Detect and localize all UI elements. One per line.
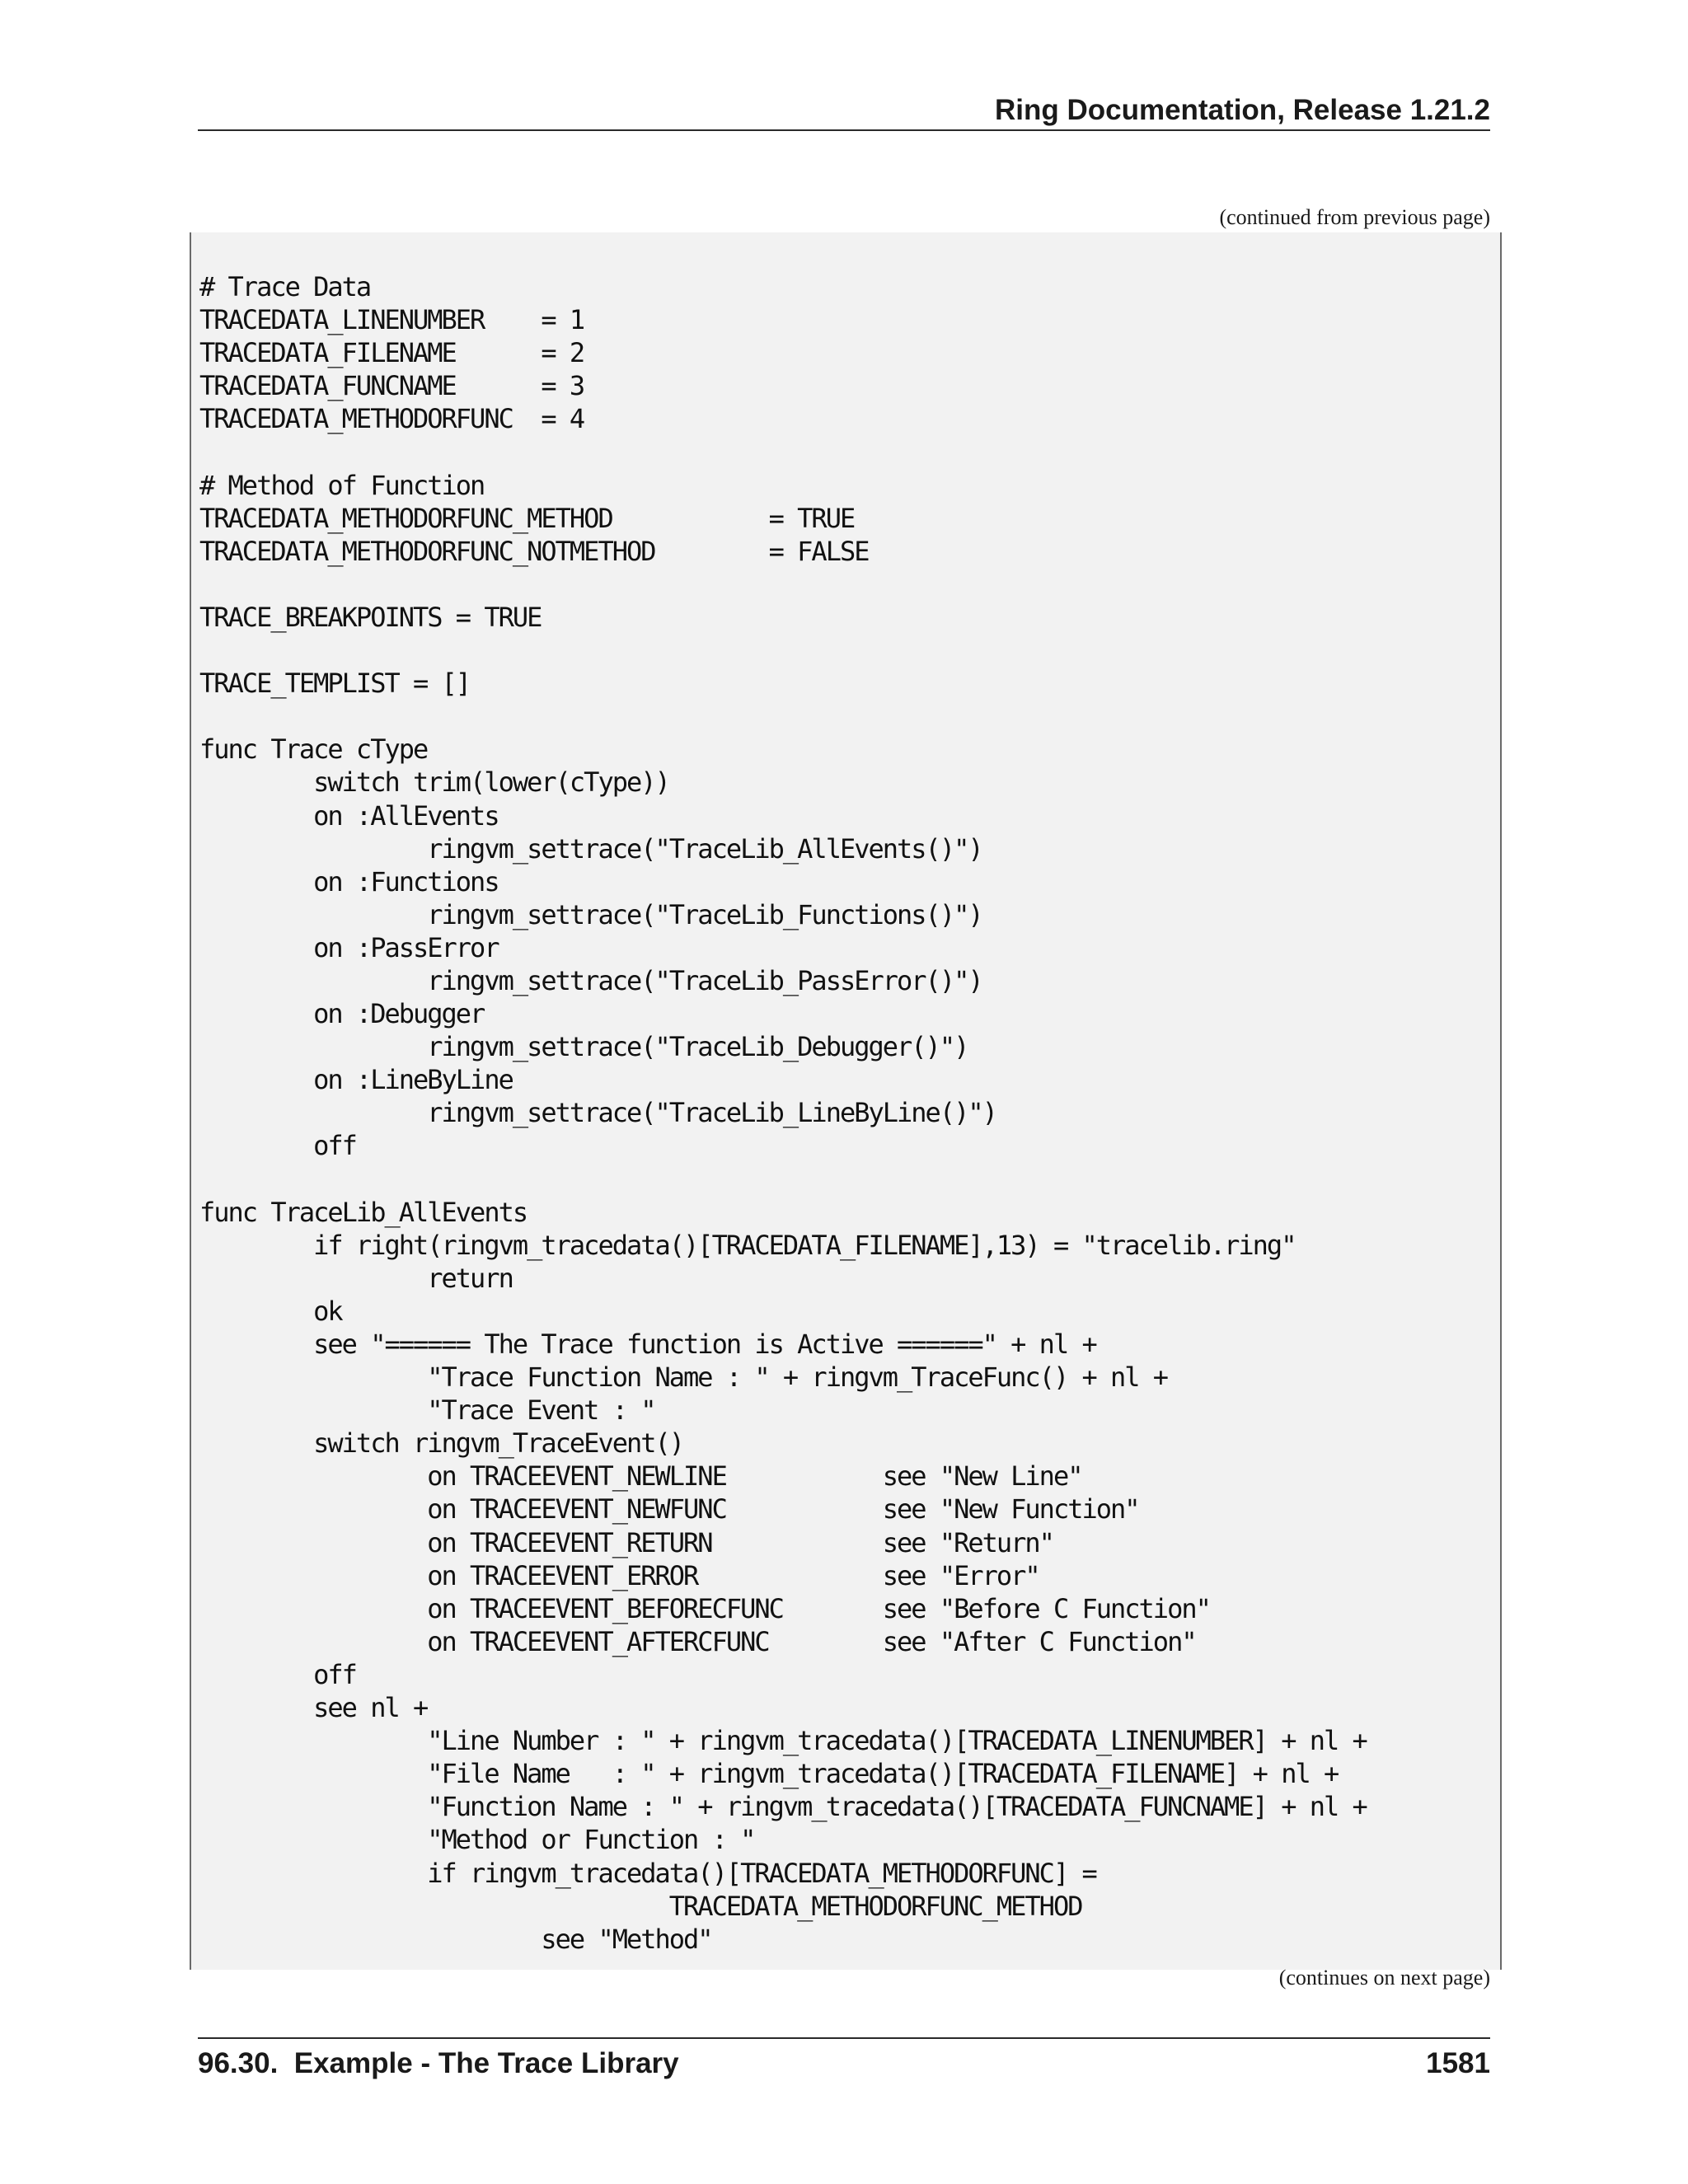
footer-divider xyxy=(198,2037,1490,2039)
code-block xyxy=(190,232,1502,1970)
page-number: 1581 xyxy=(1426,2047,1490,2079)
footer-section-title: 96.30. Example - The Trace Library xyxy=(198,2047,679,2079)
code-listing: # Trace Data TRACEDATA_LINENUMBER = 1 TRACEDATA_FILENAME = 2 TRACEDATA_FUNCNAME = 3 TRACEDATA_METHODORFUNC = 4 # Method of Function TRACEDATA_METHODORFUNC_METHOD = TRUE TRACEDATA_METHODORFUNC_NOTMETHOD = FALSE TRACE_BREAKPOINTS = TRUE TRACE_TEMPLIST = [] func Trace cType switch trim(lower(cType)) on :AllEvents ringvm_settrace("TraceLib_AllEvents()") on :Functions ringvm_settrace("TraceLib_Functions()") on :PassError ringvm_settrace("TraceLib_PassError()") on :Debugger ringvm_settrace("TraceLib_Debugger()") on :LineByLine ringvm_settrace("TraceLib_LineByLine()") off func TraceLib_AllEvents if right(ringvm_tracedata()[TRACEDATA_FILENAME],13) = "tracelib.ring" return ok see "====== The Trace function is Active ======" + nl + "Trace Function Name : " + ringvm_TraceFunc() + nl + "Trace Event : " switch ringvm_TraceEvent() on TRACEEVENT_NEWLINE see "New Line" on TRACEEVENT_NEWFUNC see "New Function" on TRACEEVENT_RETURN see "Return" on TRACEEVENT_ERROR see "Error" on TRACEEVENT_BEFORECFUNC see "Before C Function" on TRACEEVENT_AFTERCFUNC see "After C Function" off see nl + "Line Number : " + ringvm_tracedata()[TRACEDATA_LINENUMBER] + nl + "File Name : " + ringvm_tracedata()[TRACEDATA_FILENAME] + nl + "Function Name : " + ringvm_tracedata()[TRACEDATA_FUNCNAME] + nl + "Method or Function : " if ringvm_tracedata()[TRACEDATA_METHODORFUNC] = TRACEDATA_METHODORFUNC_METHOD see "Method" xyxy=(199,271,1367,1955)
continued-from-note: (continued from previous page) xyxy=(1219,205,1490,229)
running-header-title: Ring Documentation, Release 1.21.2 xyxy=(994,94,1490,126)
header-divider xyxy=(198,129,1490,131)
continues-on-note: (continues on next page) xyxy=(1278,1966,1490,1990)
